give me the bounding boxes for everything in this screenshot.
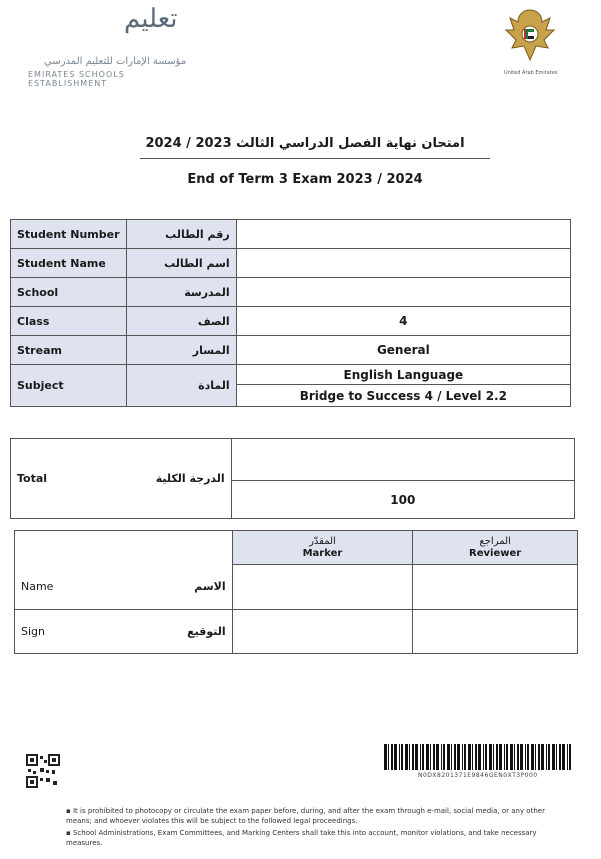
row-student-number — [11, 220, 571, 249]
student-number-label: Student Number — [11, 220, 127, 249]
total-max-value: 100 — [231, 481, 574, 519]
total-table — [10, 438, 575, 519]
exam-title-arabic: امتحان نهاية الفصل الدراسي الثالث 2023 / 2024 — [145, 136, 465, 151]
class-label: Class — [11, 307, 127, 336]
name-label-ar: الاسم — [122, 565, 232, 610]
reviewer-name-cell[interactable] — [413, 565, 578, 610]
grading-table — [14, 530, 578, 654]
logo-subtitle-arabic: مؤسسة الإمارات للتعليم المدرسي — [44, 56, 187, 67]
marker-header-en: Marker — [302, 547, 343, 559]
subject-label: Subject — [11, 365, 127, 407]
student-name-label: Student Name — [11, 249, 127, 278]
school-label-ar: المدرسة — [126, 278, 236, 307]
stream-label: Stream — [11, 336, 127, 365]
student-name-value[interactable] — [236, 249, 570, 278]
class-label-ar: الصف — [126, 307, 236, 336]
reviewer-header — [413, 531, 578, 565]
student-name-label-ar: اسم الطالب — [126, 249, 236, 278]
sign-label-ar: التوقيع — [122, 610, 232, 654]
marker-header-ar: المقدّر — [309, 535, 336, 547]
row-stream — [11, 336, 571, 365]
note-1 — [66, 806, 546, 826]
bullet-icon: ▪ — [66, 807, 73, 815]
exam-title-english: End of Term 3 Exam 2023 / 2024 — [187, 172, 423, 187]
subject-value: English Language — [236, 365, 570, 385]
total-label-ar: الدرجة الكلية — [120, 439, 231, 519]
subject-level-value: Bridge to Success 4 / Level 2.2 — [236, 385, 570, 407]
row-student-name — [11, 249, 571, 278]
title-divider — [140, 158, 490, 159]
ese-logo — [14, 4, 204, 88]
stream-value: General — [236, 336, 570, 365]
name-label: Name — [15, 565, 123, 610]
grading-corner — [15, 531, 233, 565]
note-1-text: It is prohibited to photocopy or circulate the exam paper before, during, and after the exam through e-mail, social media, or any other means; and whoever violates this will be subject to the followed legal proceedings. — [66, 807, 545, 825]
reviewer-header-ar: المراجع — [479, 535, 511, 547]
marker-header — [232, 531, 413, 565]
uae-emblem — [500, 4, 560, 79]
row-subject — [11, 365, 571, 385]
marker-sign-cell[interactable] — [232, 610, 413, 654]
reviewer-sign-cell[interactable] — [413, 610, 578, 654]
student-number-value[interactable] — [236, 220, 570, 249]
qr-code-icon — [26, 754, 60, 788]
emblem-caption: United Arab Emirates — [504, 70, 558, 76]
school-value[interactable] — [236, 278, 570, 307]
falcon-emblem-icon — [500, 4, 560, 68]
total-label: Total — [11, 439, 121, 519]
note-2-text: School Administrations, Exam Committees, and Marking Centers shall take this into account, monitor violations, and take necessary measures. — [66, 829, 537, 847]
stream-label-ar: المسار — [126, 336, 236, 365]
marker-name-cell[interactable] — [232, 565, 413, 610]
logo-arabic-text: تعليم — [124, 4, 178, 34]
barcode-number: N0DX8201371E9846GEN0XT3P000 — [418, 772, 538, 779]
reviewer-header-en: Reviewer — [469, 547, 522, 559]
sign-label: Sign — [15, 610, 123, 654]
school-label: School — [11, 278, 127, 307]
subject-label-ar: المادة — [126, 365, 236, 407]
student-info-table — [10, 219, 571, 407]
logo-subtitle-english: EMIRATES SCHOOLS ESTABLISHMENT — [28, 70, 125, 88]
row-class — [11, 307, 571, 336]
total-score-cell[interactable] — [231, 439, 574, 481]
class-value: 4 — [236, 307, 570, 336]
note-2 — [66, 828, 546, 848]
student-number-label-ar: رقم الطالب — [126, 220, 236, 249]
row-school — [11, 278, 571, 307]
bullet-icon: ▪ — [66, 829, 73, 837]
barcode-icon — [384, 744, 574, 770]
